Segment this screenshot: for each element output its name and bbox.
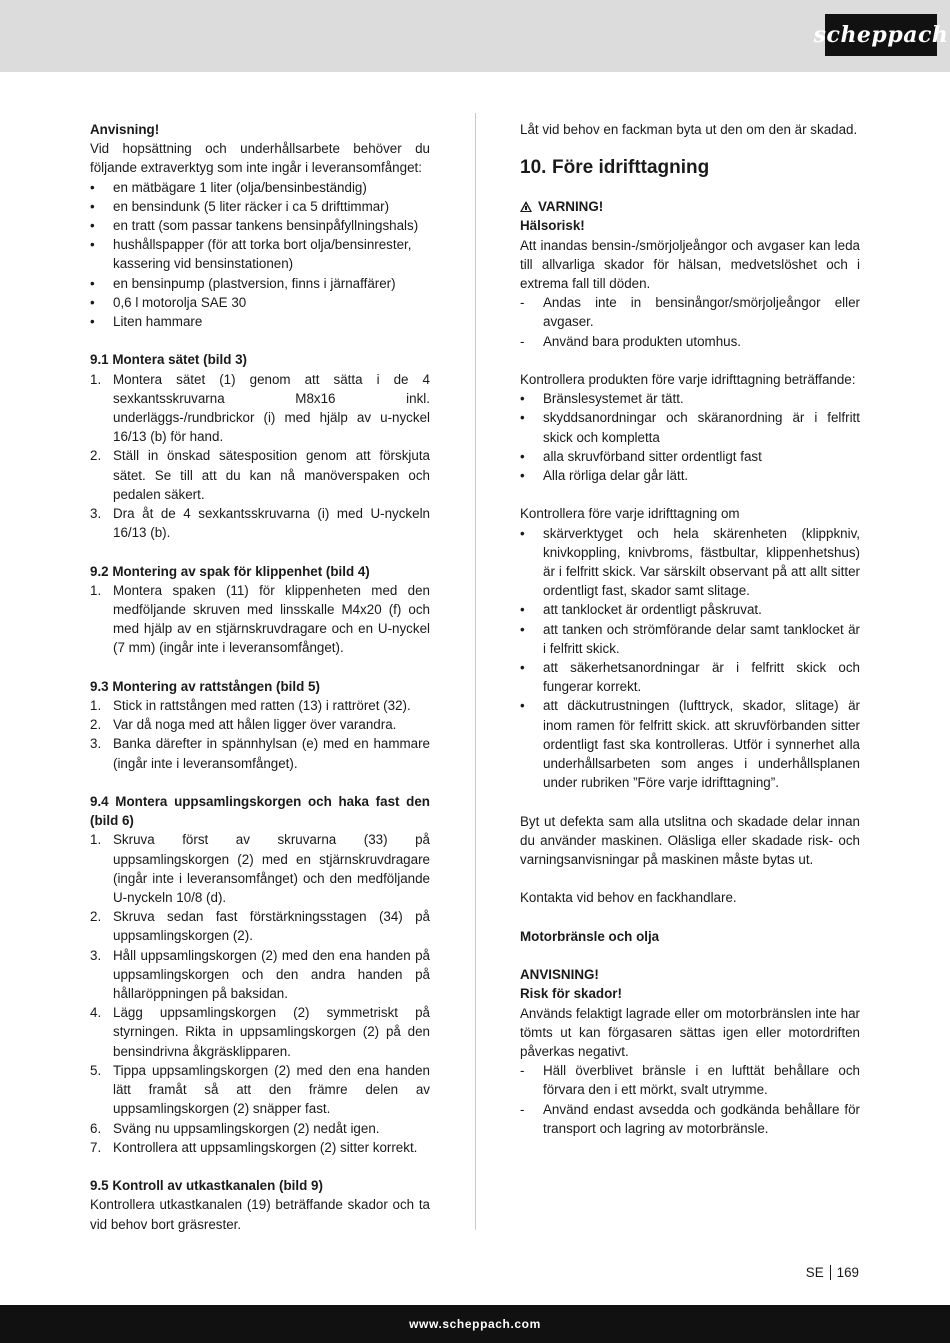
list-item: • skyddsanordningar och skäranordning är i felfritt skick och kompletta	[520, 410, 860, 445]
list-item: 6. Sväng nu uppsamlingskorgen (2) nedåt igen.	[90, 1120, 380, 1136]
website-link[interactable]: www.scheppach.com	[409, 1317, 541, 1331]
steps-9-2	[90, 581, 430, 658]
scheppach-logo: scheppach	[825, 14, 937, 56]
list-item: • Bränslesystemet är tätt.	[520, 391, 684, 407]
section-heading-9-4: 9.4 Montera uppsamlingskorgen och haka fast den (bild 6)	[90, 794, 430, 829]
check2-list	[520, 524, 860, 793]
list-item: 2. Skruva sedan fast förstärkningsstagen (34) på uppsamlingskorgen (2).	[90, 909, 430, 944]
list-item: • en bensinpump (plastversion, finns i järnaffärer)	[90, 275, 396, 291]
list-item: 5. Tippa uppsamlingskorgen (2) med den ena handen lätt framåt så att den främre delen av uppsamlingskorgen (2) snäpper fast.	[90, 1062, 430, 1117]
list-item: 4. Lägg uppsamlingskorgen (2) symmetriskt på styrningen. Rikta in uppsamlingskorgen (2) på den bensindrivna åkgräsklipparen.	[90, 1005, 430, 1059]
check1-text: Kontrollera produkten före varje idrifttagning beträffande:	[520, 372, 856, 388]
list-item: - Använd bara produkten utomhus.	[520, 333, 742, 349]
contact-text: Kontakta vid behov en fackhandlare.	[520, 890, 737, 906]
notice-heading: ANVISNING!	[520, 967, 599, 983]
list-item: • alla skruvförband sitter ordentligt fast	[520, 448, 762, 464]
list-item: • Liten hammare	[90, 314, 203, 330]
language-code: SE	[805, 1265, 824, 1280]
list-item: • skärverktyget och hela skärenheten (klippkniv, knivkoppling, knivbroms, fästbultar, klippenhetshus) är i felfritt skick. Var särskilt observant på att allt sitter ordentligt fast, skador samt slitage.	[520, 525, 860, 599]
list-item: 1. Montera sätet (1) genom att sätta i de 4 sexkantsskruvarna M8x16 inkl. underläggs-/rundbrickor (i) med hjälp av u-nyckel 16/13 (b) för hand.	[90, 371, 430, 445]
list-item: - Andas inte in bensinångor/smörjoljeångor eller avgaser.	[520, 295, 860, 330]
list-item: 2. Ställ in önskad sätesposition genom att förskjuta sätet. Se till att du kan nå manöverspaken och pedalen säkert.	[90, 448, 430, 502]
section-title-10: 10. Före idrifttagning	[520, 157, 710, 179]
check2-text: Kontrollera före varje idrifttagning om	[520, 506, 740, 522]
list-item: 3. Dra åt de 4 sexkantsskruvarna (i) med U-nyckeln 16/13 (b).	[90, 506, 430, 541]
steps-9-1	[90, 370, 430, 543]
page-separator	[830, 1265, 831, 1280]
left-column	[90, 120, 430, 1234]
replace-text: Byt ut defekta sam alla utslitna och skadade delar innan du använder maskinen. Oläsliga eller skadade risk- och varningsanvisningar på maskinen måste bytas ut.	[520, 813, 860, 868]
list-item: 3. Håll uppsamlingskorgen (2) med den ena handen på uppsamlingskorgen och den andra handen på hållaröppningen på baksidan.	[90, 947, 430, 1002]
note-text: Vid hopsättning och underhållsarbete behöver du följande extraverktyg som inte ingår i leveransomfånget:	[90, 141, 430, 176]
section-heading-9-5: 9.5 Kontroll av utkastkanalen (bild 9)	[90, 1178, 323, 1194]
tools-list	[90, 178, 430, 332]
column-divider	[475, 113, 476, 1230]
list-item: • 0,6 l motorolja SAE 30	[90, 294, 247, 310]
warning-text: Att inandas bensin-/smörjoljeångor och avgaser kan leda till allvarliga skador för hälsan, medvetslöshet och i extrema fall till döden.	[520, 237, 860, 292]
page-number-value: 169	[836, 1265, 859, 1280]
list-item: • att tanken och strömförande delar samt tanklocket är i felfritt skick.	[520, 621, 860, 656]
list-item: • en bensindunk (5 liter räcker i ca 5 drifttimmar)	[90, 198, 390, 214]
notice-list	[520, 1061, 860, 1138]
warning-heading: VARNING!	[520, 197, 860, 216]
list-item: • en mätbägare 1 liter (olja/bensinbeständig)	[90, 179, 367, 195]
section-heading-9-3: 9.3 Montering av rattstången (bild 5)	[90, 678, 320, 694]
list-item: • en tratt (som passar tankens bensinpåfyllningshals)	[90, 218, 419, 234]
section-heading-9-1: 9.1 Montera sätet (bild 3)	[90, 352, 247, 368]
section-heading-9-2: 9.2 Montering av spak för klippenhet (bild 4)	[90, 563, 370, 579]
warning-triangle-icon	[520, 201, 532, 212]
header-band	[0, 0, 950, 72]
intro-text: Låt vid behov en fackman byta ut den om den är skadad.	[520, 122, 858, 137]
section-text-9-5: Kontrollera utkastkanalen (19) beträffande skador och ta vid behov bort gräsrester.	[90, 1197, 430, 1232]
check1-list	[520, 389, 860, 485]
warning-sub: Hälsorisk!	[520, 218, 585, 234]
note-heading: Anvisning!	[90, 122, 160, 137]
warning-list	[520, 293, 860, 351]
footer-band	[0, 1305, 950, 1343]
list-item: 1. Stick in rattstången med ratten (13) i rattröret (32).	[90, 698, 411, 714]
list-item: - Använd endast avsedda och godkända behållare för transport och lagring av motorbränsle.	[520, 1101, 860, 1136]
steps-9-3	[90, 696, 430, 773]
list-item: 1. Skruva först av skruvarna (33) på uppsamlingskorgen (2) med en stjärnskruvdragare (ingår inte i leveransomfånget) och den medföljande U-nyckeln 10/8 (d).	[90, 832, 430, 906]
steps-9-4	[90, 830, 430, 1156]
list-item: • hushållspapper (för att torka bort olja/bensinrester, kassering vid bensinstationen)	[90, 237, 412, 272]
list-item: - Häll överblivet bränsle i en lufttät behållare och förvara den i ett mörkt, svalt utrymme.	[520, 1063, 860, 1098]
page-number	[806, 1265, 859, 1280]
list-item: • att säkerhetsanordningar är i felfritt skick och fungerar korrekt.	[520, 660, 860, 695]
list-item: 1. Montera spaken (11) för klippenheten med den medföljande skruven med linsskalle M4x20 (f) och med hjälp av en stjärnskruvdragare och en U-nyckel (7 mm) (ingår inte i leveransomfånget).	[90, 582, 430, 656]
list-item: 2. Var då noga med att hålen ligger över varandra.	[90, 717, 397, 733]
notice-text: Används felaktigt lagrade eller om motorbränslen inte har tömts ut kan förgasaren sättas igen eller motordriften påverkas negativt.	[520, 1005, 860, 1060]
list-item: • att tanklocket är ordentligt påskruvat.	[520, 602, 762, 618]
list-item: • att däckutrustningen (lufttryck, skador, slitage) är inom ramen för felfritt skick. att skruvförbanden sitter ordentligt fast ska kontrolleras. Utför i synnerhet alla underhållsarbeten som anges i underhållsplanen under rubriken ”Före varje idrifttagning”.	[520, 698, 860, 791]
notice-sub: Risk för skador!	[520, 986, 622, 1002]
list-item: 3. Banka därefter in spännhylsan (e) med en hammare (ingår inte i leveransomfånget).	[90, 736, 430, 771]
list-item: 7. Kontrollera att uppsamlingskorgen (2) sitter korrekt.	[90, 1139, 418, 1155]
right-column	[520, 120, 860, 1138]
fuel-heading: Motorbränsle och olja	[520, 928, 660, 944]
list-item: • Alla rörliga delar går lätt.	[520, 468, 689, 484]
